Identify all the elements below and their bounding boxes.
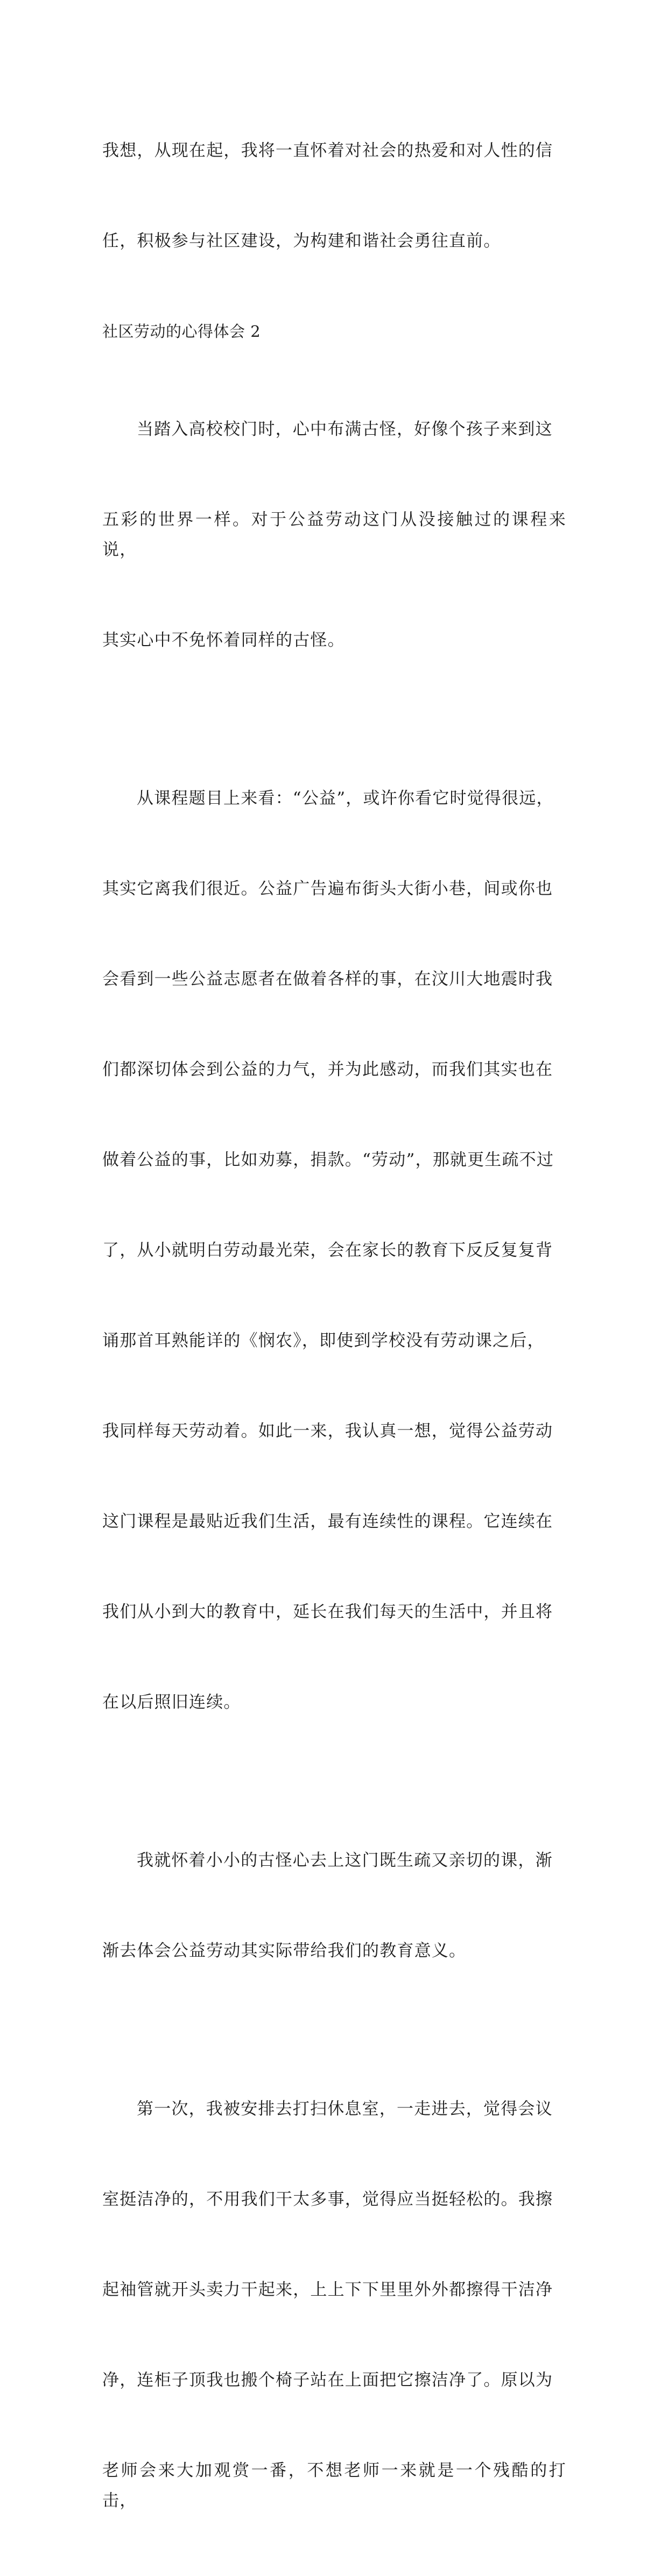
text-line: 其实它离我们很近。公益广告遍布街头大街小巷，间或你也 [102,879,553,898]
text-line: 起袖管就开头卖力干起来，上上下下里里外外都擦得干洁净 [102,2280,553,2299]
text-line: 我就怀着小小的古怪心去上这门既生疏又亲切的课，渐 [137,1851,553,1870]
paragraph [102,1785,566,2026]
text-line: 们都深切体会到公益的力气，并为此感动，而我们其实也在 [102,1060,553,1079]
text-line: 渐去体会公益劳动其实际带给我们的教育意义。 [102,1941,467,1961]
paragraph [102,75,566,316]
text-line: 做着公益的事，比如劝募，捐款。“劳动”，那就更生疏不过 [102,1150,554,1170]
text-line: 任，积极参与社区建设，为构建和谐社会勇往直前。 [102,231,501,251]
text-line: 净，连柜子顶我也搬个椅子站在上面把它擦洁净了。原以为 [102,2370,553,2390]
text-line: 室挺洁净的，不用我们干太多事，觉得应当挺轻松的。我擦 [102,2190,553,2209]
paragraph [102,723,566,1778]
text-line: 老师会来大加观赏一番，不想老师一来就是一个残酷的打击， [102,2461,566,2510]
paragraph [102,354,566,716]
text-line: 这门课程是最贴近我们生活，最有连续性的课程。它连续在 [102,1512,553,1531]
text-line: 从课程题目上来看：“公益”，或许你看它时觉得很远， [137,789,554,808]
document-body [102,75,566,2576]
text-line: 第一次，我被安排去打扫休息室，一走进去，觉得会议 [137,2099,553,2119]
text-line: 我同样每天劳动着。如此一来，我认真一想，觉得公益劳动 [102,1421,553,1441]
text-line: 我们从小到大的教育中，延长在我们每天的生活中，并且将 [102,1602,553,1622]
text-line: 我想，从现在起，我将一直怀着对社会的热爱和对人性的信 [102,141,553,160]
text-line: 其实心中不免怀着同样的古怪。 [102,631,345,650]
text-line: 当踏入高校校门时，心中布满古怪，好像个孩子来到这 [137,420,553,439]
text-line: 了，从小就明白劳动最光荣，会在家长的教育下反反复复背 [102,1241,553,1260]
paragraph [102,2034,566,2576]
text-line: 会看到一些公益志愿者在做着各样的事，在汶川大地震时我 [102,969,553,989]
text-line: 五彩的世界一样。对于公益劳动这门从没接触过的课程来说， [102,510,566,560]
section-heading: 社区劳动的心得体会 2 [102,322,261,341]
text-line: 诵那首耳熟能详的《悯农》，即使到学校没有劳动课之后， [102,1331,545,1350]
text-line: 在以后照旧连续。 [102,1693,241,1712]
